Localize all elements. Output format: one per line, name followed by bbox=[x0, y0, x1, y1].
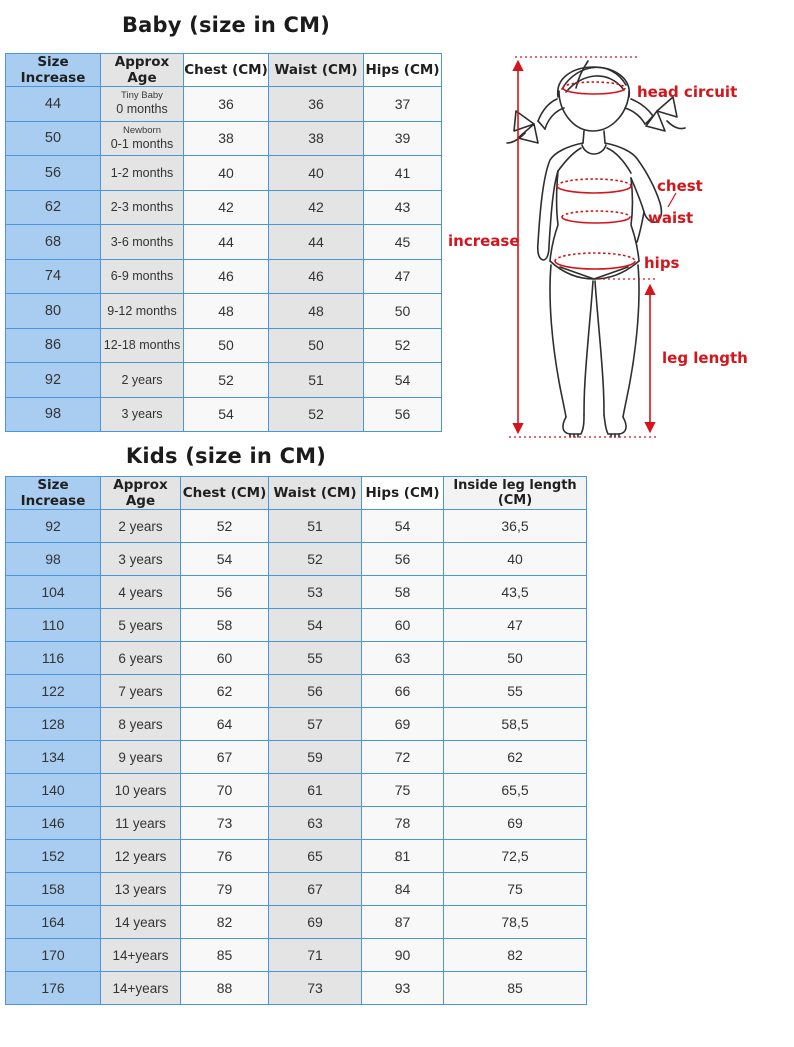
chest-connector-line bbox=[668, 193, 676, 207]
table-cell: 11 years bbox=[101, 807, 181, 840]
table-cell: 58 bbox=[181, 609, 269, 642]
cell-sub-label: Newborn bbox=[122, 124, 162, 136]
waist-label: waist bbox=[648, 209, 694, 227]
table-cell: 62 bbox=[181, 675, 269, 708]
kids-section-title: Kids (size in CM) bbox=[125, 444, 327, 468]
table-row bbox=[6, 156, 442, 191]
table-cell: 40 bbox=[269, 156, 364, 191]
table-cell: 85 bbox=[181, 939, 269, 972]
table-cell: 176 bbox=[6, 972, 101, 1005]
table-cell: 7 years bbox=[101, 675, 181, 708]
table-cell: 54 bbox=[362, 510, 444, 543]
table-cell: 40 bbox=[444, 543, 587, 576]
table-row bbox=[6, 328, 442, 363]
table-cell: 69 bbox=[362, 708, 444, 741]
cell-label: 0-1 months bbox=[110, 136, 174, 151]
table-row bbox=[6, 510, 587, 543]
column-header: Hips (CM) bbox=[364, 54, 442, 87]
table-cell: 69 bbox=[444, 807, 587, 840]
table-cell: 14+years bbox=[101, 972, 181, 1005]
table-row bbox=[6, 741, 587, 774]
table-cell: 128 bbox=[6, 708, 101, 741]
table-row bbox=[6, 397, 442, 432]
table-cell: 67 bbox=[181, 741, 269, 774]
table-cell: 14+years bbox=[101, 939, 181, 972]
table-cell: 67 bbox=[269, 873, 362, 906]
table-cell: 3-6 months bbox=[101, 225, 184, 260]
table-cell: 79 bbox=[181, 873, 269, 906]
table-cell: 56 bbox=[6, 156, 101, 191]
table-cell: 39 bbox=[364, 121, 442, 156]
table-row bbox=[6, 259, 442, 294]
table-cell: 152 bbox=[6, 840, 101, 873]
table-cell: 158 bbox=[6, 873, 101, 906]
table-row bbox=[6, 807, 587, 840]
table-cell: 63 bbox=[362, 642, 444, 675]
table-cell: 42 bbox=[269, 190, 364, 225]
table-cell: 55 bbox=[269, 642, 362, 675]
table-row bbox=[6, 939, 587, 972]
table-cell: 65,5 bbox=[444, 774, 587, 807]
table-cell: 76 bbox=[181, 840, 269, 873]
table-cell: 47 bbox=[364, 259, 442, 294]
table-cell: 52 bbox=[184, 363, 269, 398]
table-cell: 40 bbox=[184, 156, 269, 191]
table-cell: 8 years bbox=[101, 708, 181, 741]
table-cell: 52 bbox=[269, 543, 362, 576]
table-cell: 43,5 bbox=[444, 576, 587, 609]
table-cell: 56 bbox=[181, 576, 269, 609]
table-cell: 54 bbox=[184, 397, 269, 432]
table-cell: 44 bbox=[269, 225, 364, 260]
table-cell: 54 bbox=[181, 543, 269, 576]
table-cell: 48 bbox=[184, 294, 269, 329]
column-header: Waist (CM) bbox=[269, 54, 364, 87]
table-cell: 14 years bbox=[101, 906, 181, 939]
table-cell: 38 bbox=[269, 121, 364, 156]
table-row bbox=[6, 190, 442, 225]
table-row bbox=[6, 906, 587, 939]
table-cell: 62 bbox=[444, 741, 587, 774]
table-cell: 45 bbox=[364, 225, 442, 260]
table-cell: 52 bbox=[181, 510, 269, 543]
table-cell: 9-12 months bbox=[101, 294, 184, 329]
table-cell: 47 bbox=[444, 609, 587, 642]
table-row bbox=[6, 840, 587, 873]
table-cell: 12 years bbox=[101, 840, 181, 873]
table-cell: 65 bbox=[269, 840, 362, 873]
table-cell: 54 bbox=[269, 609, 362, 642]
table-cell: 44 bbox=[6, 87, 101, 122]
table-cell: 56 bbox=[269, 675, 362, 708]
column-header: Hips (CM) bbox=[362, 477, 444, 510]
table-cell: 54 bbox=[364, 363, 442, 398]
table-cell: 6-9 months bbox=[101, 259, 184, 294]
table-cell: 116 bbox=[6, 642, 101, 675]
table-cell: 61 bbox=[269, 774, 362, 807]
table-row bbox=[6, 543, 587, 576]
table-cell: 92 bbox=[6, 363, 101, 398]
table-cell: 70 bbox=[181, 774, 269, 807]
table-row bbox=[6, 576, 587, 609]
column-header: Size Increase bbox=[6, 54, 101, 87]
table-cell: 3 years bbox=[101, 397, 184, 432]
table-cell: 73 bbox=[181, 807, 269, 840]
column-header: Inside leg length (CM) bbox=[444, 477, 587, 510]
table-row bbox=[6, 774, 587, 807]
table-cell: 5 years bbox=[101, 609, 181, 642]
table-row bbox=[6, 363, 442, 398]
table-cell: 82 bbox=[444, 939, 587, 972]
table-cell: 75 bbox=[444, 873, 587, 906]
column-header: Chest (CM) bbox=[181, 477, 269, 510]
table-cell: 81 bbox=[362, 840, 444, 873]
table-cell: 92 bbox=[6, 510, 101, 543]
increase-label: increase bbox=[448, 232, 520, 250]
table-cell bbox=[101, 121, 184, 156]
table-cell: 134 bbox=[6, 741, 101, 774]
header-row bbox=[6, 54, 442, 87]
table-cell: 98 bbox=[6, 397, 101, 432]
measurement-diagram bbox=[445, 45, 794, 445]
table-cell: 43 bbox=[364, 190, 442, 225]
table-cell: 4 years bbox=[101, 576, 181, 609]
table-cell: 86 bbox=[6, 328, 101, 363]
table-cell: 12-18 months bbox=[101, 328, 184, 363]
table-cell: 36 bbox=[184, 87, 269, 122]
table-cell: 74 bbox=[6, 259, 101, 294]
table-cell: 60 bbox=[362, 609, 444, 642]
table-row bbox=[6, 121, 442, 156]
head-circuit-label: head circuit bbox=[637, 83, 738, 101]
table-cell: 78,5 bbox=[444, 906, 587, 939]
table-cell: 88 bbox=[181, 972, 269, 1005]
table-cell: 51 bbox=[269, 510, 362, 543]
table-cell: 50 bbox=[184, 328, 269, 363]
table-cell: 60 bbox=[181, 642, 269, 675]
table-row bbox=[6, 675, 587, 708]
table-cell: 93 bbox=[362, 972, 444, 1005]
table-cell: 48 bbox=[269, 294, 364, 329]
table-cell: 1-2 months bbox=[101, 156, 184, 191]
table-cell: 36 bbox=[269, 87, 364, 122]
table-cell: 46 bbox=[184, 259, 269, 294]
table-cell: 50 bbox=[269, 328, 364, 363]
table-row bbox=[6, 642, 587, 675]
table-cell: 41 bbox=[364, 156, 442, 191]
leg-length-label: leg length bbox=[662, 349, 748, 367]
table-cell: 82 bbox=[181, 906, 269, 939]
table-cell: 64 bbox=[181, 708, 269, 741]
baby-size-table bbox=[5, 53, 442, 432]
table-cell: 140 bbox=[6, 774, 101, 807]
table-cell: 56 bbox=[364, 397, 442, 432]
table-row bbox=[6, 294, 442, 329]
table-cell: 52 bbox=[269, 397, 364, 432]
table-cell: 73 bbox=[269, 972, 362, 1005]
table-cell: 104 bbox=[6, 576, 101, 609]
column-header: Approx Age bbox=[101, 477, 181, 510]
table-cell: 44 bbox=[184, 225, 269, 260]
table-cell: 75 bbox=[362, 774, 444, 807]
table-cell: 90 bbox=[362, 939, 444, 972]
hips-ellipse bbox=[555, 253, 635, 261]
table-row bbox=[6, 609, 587, 642]
table-cell: 52 bbox=[364, 328, 442, 363]
table-row bbox=[6, 972, 587, 1005]
table-cell: 122 bbox=[6, 675, 101, 708]
table-cell: 62 bbox=[6, 190, 101, 225]
table-cell: 9 years bbox=[101, 741, 181, 774]
cell-sub-label: Tiny Baby bbox=[121, 90, 163, 102]
kids-size-table bbox=[5, 476, 587, 1005]
table-cell: 85 bbox=[444, 972, 587, 1005]
header-row bbox=[6, 477, 587, 510]
table-cell: 57 bbox=[269, 708, 362, 741]
table-cell: 6 years bbox=[101, 642, 181, 675]
table-cell: 3 years bbox=[101, 543, 181, 576]
table-cell: 50 bbox=[444, 642, 587, 675]
table-cell: 146 bbox=[6, 807, 101, 840]
baby-section-title: Baby (size in CM) bbox=[121, 13, 331, 37]
hips-label: hips bbox=[644, 254, 680, 272]
column-header: Waist (CM) bbox=[269, 477, 362, 510]
column-header: Size Increase bbox=[6, 477, 101, 510]
table-cell: 13 years bbox=[101, 873, 181, 906]
table-cell: 36,5 bbox=[444, 510, 587, 543]
column-header: Chest (CM) bbox=[184, 54, 269, 87]
table-cell: 98 bbox=[6, 543, 101, 576]
waist-ellipse bbox=[562, 211, 630, 217]
table-cell: 2 years bbox=[101, 363, 184, 398]
table-cell: 42 bbox=[184, 190, 269, 225]
table-cell: 46 bbox=[269, 259, 364, 294]
table-row bbox=[6, 225, 442, 260]
table-cell: 68 bbox=[6, 225, 101, 260]
table-cell: 80 bbox=[6, 294, 101, 329]
table-cell: 2-3 months bbox=[101, 190, 184, 225]
table-cell: 110 bbox=[6, 609, 101, 642]
table-cell: 37 bbox=[364, 87, 442, 122]
table-row bbox=[6, 87, 442, 122]
table-cell: 59 bbox=[269, 741, 362, 774]
table-cell: 38 bbox=[184, 121, 269, 156]
table-cell: 53 bbox=[269, 576, 362, 609]
column-header: Approx Age bbox=[101, 54, 184, 87]
table-cell: 50 bbox=[364, 294, 442, 329]
table-cell: 84 bbox=[362, 873, 444, 906]
table-cell: 56 bbox=[362, 543, 444, 576]
table-cell: 72 bbox=[362, 741, 444, 774]
child-figure-illustration bbox=[507, 61, 685, 437]
table-cell: 10 years bbox=[101, 774, 181, 807]
table-cell: 63 bbox=[269, 807, 362, 840]
chest-ellipse bbox=[557, 179, 631, 186]
chest-label: chest bbox=[657, 177, 703, 195]
cell-label: 0 months bbox=[116, 102, 168, 117]
table-cell: 87 bbox=[362, 906, 444, 939]
table-cell: 71 bbox=[269, 939, 362, 972]
table-cell: 66 bbox=[362, 675, 444, 708]
table-row bbox=[6, 708, 587, 741]
table-cell: 170 bbox=[6, 939, 101, 972]
table-cell: 78 bbox=[362, 807, 444, 840]
table-cell: 50 bbox=[6, 121, 101, 156]
table-cell bbox=[101, 87, 184, 122]
table-row bbox=[6, 873, 587, 906]
table-cell: 2 years bbox=[101, 510, 181, 543]
table-cell: 58,5 bbox=[444, 708, 587, 741]
table-cell: 58 bbox=[362, 576, 444, 609]
table-cell: 72,5 bbox=[444, 840, 587, 873]
table-cell: 69 bbox=[269, 906, 362, 939]
table-cell: 55 bbox=[444, 675, 587, 708]
table-cell: 164 bbox=[6, 906, 101, 939]
table-cell: 51 bbox=[269, 363, 364, 398]
